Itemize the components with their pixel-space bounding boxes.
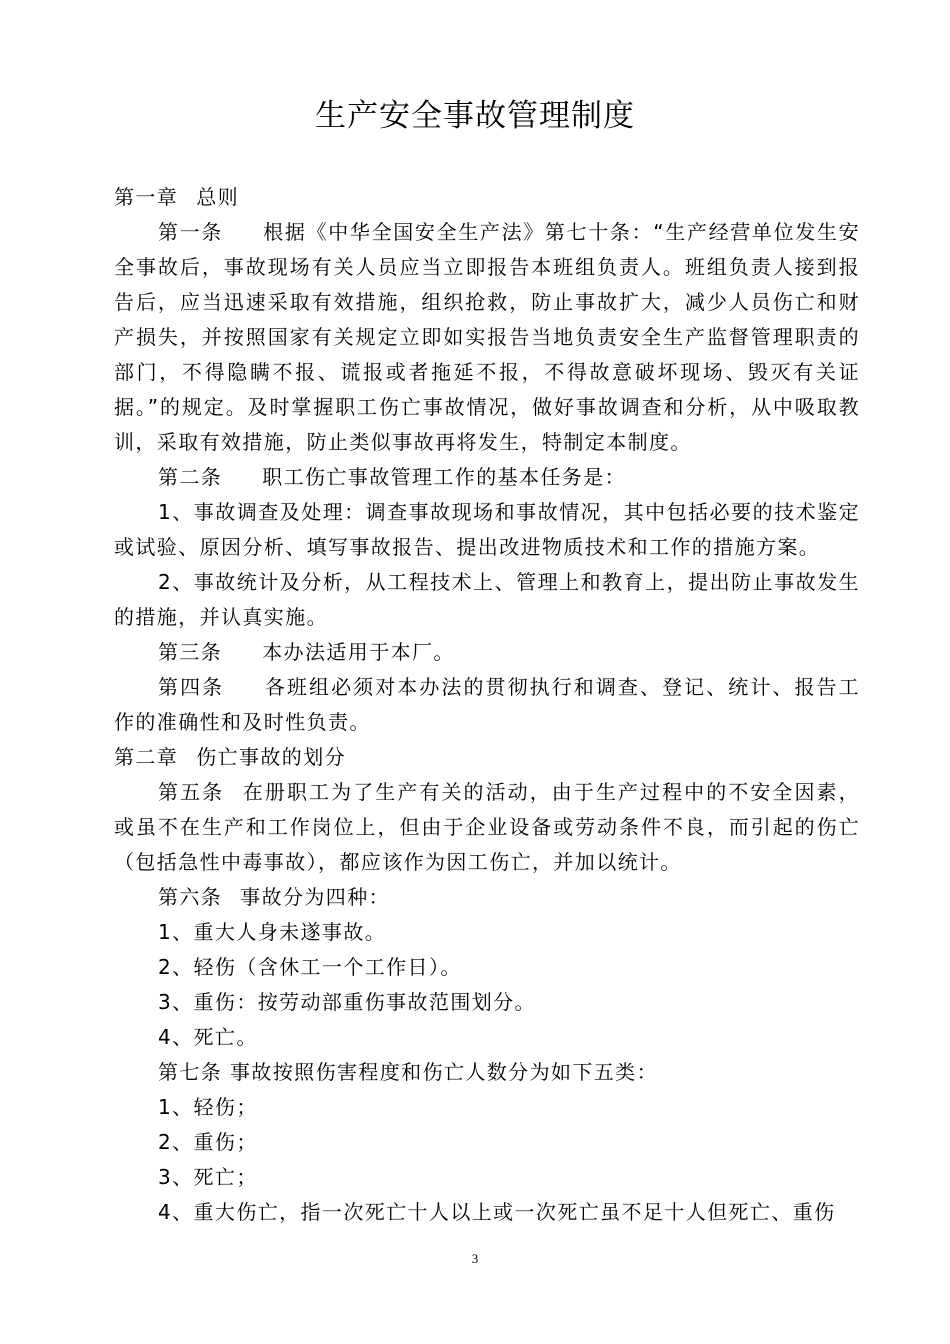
article-text: 职工伤亡事故管理工作的基本任务是： [262,465,627,489]
article-label: 第七条 [158,1060,223,1084]
list-item: 2、重伤； [158,1130,258,1154]
article-paragraph [114,460,860,495]
document-body [114,180,860,1230]
list-item: 3、死亡； [158,1165,258,1189]
article-label: 第二条 [158,465,223,489]
chapter-heading [114,740,860,775]
article-text: 本办法适用于本厂。 [262,640,455,664]
article-text: 事故按照伤害程度和伤亡人数分为如下五类： [229,1060,658,1084]
list-item: 4、死亡。 [158,1025,258,1049]
list-item: 4、重大伤亡，指一次死亡十人以上或一次死亡虽不足十人但死亡、重伤 [158,1200,836,1224]
list-item: 2、事故统计及分析，从工程技术上、管理上和教育上，提出防止事故发生的措施，并认真实施。 [114,570,860,629]
chapter-number: 第二章 [114,745,179,769]
list-item: 3、重伤：按劳动部重伤事故范围划分。 [158,990,536,1014]
chapter-heading [114,180,860,215]
article-text: 事故分为四种： [240,885,391,909]
chapter-number: 第一章 [114,185,179,209]
document-title: 生产安全事故管理制度 [315,98,635,134]
article-label: 第一条 [158,220,223,244]
article-paragraph [114,775,860,880]
list-item: 1、重大人身未遂事故。 [158,920,387,944]
page-number: 3 [471,1251,479,1266]
list-item: 1、事故调查及处理：调查事故现场和事故情况，其中包括必要的技术鉴定或试验、原因分析、填写事故报告、提出改进物质技术和工作的措施方案。 [114,500,860,559]
list-item: 1、轻伤； [158,1095,258,1119]
chapter-name: 总则 [196,185,240,209]
article-paragraph [114,635,860,670]
article-paragraph [114,880,860,915]
article-paragraph [114,670,860,740]
article-text: 根据《中华全国安全生产法》第七十条：“生产经营单位发生安全事故后，事故现场有关人员应当立即报告本班组负责人。班组负责人接到报告后，应当迅速采取有效措施，组织抢救，防止事故扩大，减少人员伤亡和财产损失，并按照国家有关规定立即如实报告当地负责安全生产监督管理职责的部门，不得隐瞒不报、谎报或者拖延不报，不得故意破坏现场、毁灭有关证据。”的规定。及时掌握职工伤亡事故情况，做好事故调查和分析，从中吸取教训，采取有效措施，防止类似事故再将发生，特制定本制度。 [114,220,860,454]
article-text: 在册职工为了生产有关的活动，由于生产过程中的不安全因素，或虽不在生产和工作岗位上，但由于企业设备或劳动条件不良，而引起的伤亡（包括急性中毒事故），都应该作为因工伤亡，并加以统计。 [114,780,861,874]
article-label: 第三条 [158,640,223,664]
list-item: 2、轻伤（含休工一个工作日）。 [158,955,462,979]
article-label: 第四条 [158,675,225,699]
article-label: 第六条 [158,885,223,909]
article-label: 第五条 [158,780,225,804]
article-paragraph [114,1055,860,1090]
chapter-name: 伤亡事故的划分 [196,745,347,769]
article-paragraph [114,215,860,460]
article-text: 各班组必须对本办法的贯彻执行和调查、登记、统计、报告工作的准确性和及时性负责。 [114,675,860,734]
